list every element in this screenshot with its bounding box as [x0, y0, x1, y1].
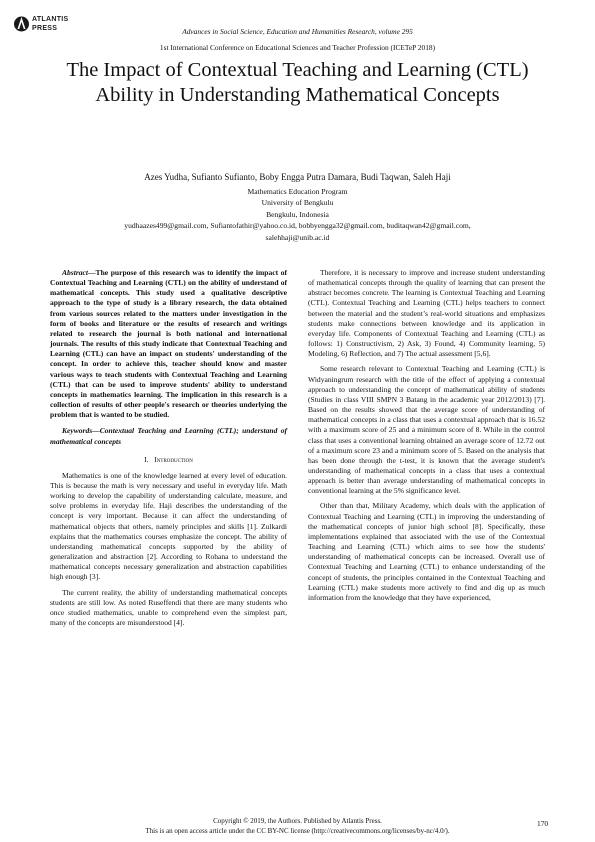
body-paragraph: Therefore, it is necessary to improve and increase student understanding of mathematical concepts through the quality of learning that can present the abstract becomes concrete. The learning is Contextual Teaching and Learning (CTL). Contextual Teaching and Learning (CTL) helps teachers to connect between the material and the student’s real-world situations and emphasizes students make connections between knowledge and its application in everyday life. Components of Contextual Teaching and Learning (CTL) as follows: 1) Constructivism, 2) Ask, 3) Found, 4) Community learning, 5) Modeling, 6) Reflection, and 7) The actual assessment [5,6].: [308, 268, 545, 359]
keywords: [50, 426, 287, 446]
body-paragraph: Other than that, Military Academy, which deals with the application of Contextual Teaching and Learning (CTL) in improving the understanding of the mathematical concepts of junior high school [8]. Specifically, these implementations explained that associated with the use of the Contextual Teaching and Learning (CTL) which aims to see how the students' understanding of mathematical concepts can be increased. Overall use of Contextual Teaching and Learning (CTL) to enhance understanding of the concept of students, the principles contained in the Contextual Teaching and Learning (CTL) make students more actively to find and dig up as much information from the knowledge that they have experienced,: [308, 501, 545, 602]
body-paragraph: The current reality, the ability of understanding mathematical concepts students are still low. As noted Ruseffendi that there are many students who once studied mathematics, unable to comprehend even the simplest part, many of the concepts are misunderstood [4].: [50, 587, 287, 627]
keywords-label: Keywords: [62, 426, 93, 436]
affiliation-line: Mathematics Education Program: [247, 187, 348, 196]
keywords-text: —Contextual Teaching and Learning (CTL); understand of mathematical concepts: [50, 426, 287, 446]
journal-header: Advances in Social Science, Education and Humanities Research, volume 295: [182, 27, 413, 36]
affiliation-line: University of Bengkulu: [261, 198, 334, 208]
author-list: Azes Yudha, Sufianto Sufianto, Boby Engga Putra Damara, Budi Taqwan, Saleh Haji: [144, 172, 451, 182]
license-line: This is an open access article under the CC BY-NC license (http://creativecommons.org/licenses/by-nc/4.0/).: [145, 827, 450, 835]
email-line: salehhaji@unib.ac.id: [265, 232, 330, 242]
section-heading: [50, 455, 287, 465]
page-number: 170: [537, 819, 549, 828]
abstract-text: —The purpose of this research was to identify the impact of Contextual Teaching and Learning (CTL) on the ability of understand of mathematical concepts. This study used a qualitative descriptive approach to the type of study is a library research, the data obtained from various sources related to the matters under investigation in the form of books and literature or the results of research and writings related to research the journal is both national and international journals. The results of this study indicate that Contextual Teaching and Learning (CTL) can have an impact on students' understanding of the concept. In order to achieve this, teacher should know and master various ways to teach students with Contextual Teaching and Learning (CTL) that can be used to improve students' ability to understand concepts in mathematics learning. The implication in this research is a collection of results of other people's research or theories underlying the problem that is wanted to be studied.: [50, 268, 287, 420]
section-number: I.: [144, 454, 149, 464]
page-footer: [0, 816, 595, 836]
right-column: [308, 268, 545, 608]
affiliation-block: [0, 186, 595, 243]
section-title: Introduction: [154, 454, 193, 464]
left-column: [50, 268, 287, 633]
abstract-label: Abstract: [62, 268, 88, 277]
email-line: yudhaazes499@gmail.com, Sufiantofathir@yahoo.co.id, bobbyengga32@gmail.com, buditaqwan42@gmail.com,: [124, 221, 471, 231]
copyright-line: Copyright © 2019, the Authors. Published by Atlantis Press.: [213, 817, 382, 825]
body-paragraph: Mathematics is one of the knowledge learned at every level of education. This is because the math is very necessary and useful in everyday life. Math working to develop the capability of understanding calculate, measure, and solve problems in everyday life. Haji describes the understanding of the concept is very important. Because it can affect the understanding of mathematical objects that others, namely principles and skills [1]. Zulkardi explains that the mathematics courses emphasize the concept. The ability of understanding mathematical concepts supported by the ability of generalization and abstraction [2]. According to Rohana to understand the mathematical concepts necessary generalization and abstraction capabilities high enough [3].: [50, 470, 287, 582]
conference-header: 1st International Conference on Educational Sciences and Teacher Profession (ICETeP 2018): [159, 43, 436, 52]
abstract: [50, 268, 287, 420]
logo-text: ATLANTIS PRESS: [32, 16, 69, 32]
paper-title: The Impact of Contextual Teaching and Learning (CTL) Ability in Understanding Mathematical Concepts: [66, 59, 529, 106]
affiliation-line: Bengkulu, Indonesia: [266, 209, 329, 219]
body-paragraph: Some research relevant to Contextual Teaching and Learning (CTL) is Widyaningrum research with the title of the effect of applying a contextual approach to understanding the concept of mathematical ability of students (Studies in class VIII SMPN 3 Batang in the academic year 2012/2013) [7]. Based on the results showed that the average score of understanding of mathematical concepts in a class that uses a contextual approach that is 16.52 with a maximum score of 25 and a minimum score of 8. While in the control class that uses a conventional learning obtained an average score of 12.72 out of a maximum score 23 and a minimum score of 5. Based on the analysis that has been done through the t-test, it is known that the average student's understanding of mathematical concepts in a class that uses a contextual approach is better than average understanding of mathematical concepts in conventional learning at the 5% significance level.: [308, 364, 545, 496]
